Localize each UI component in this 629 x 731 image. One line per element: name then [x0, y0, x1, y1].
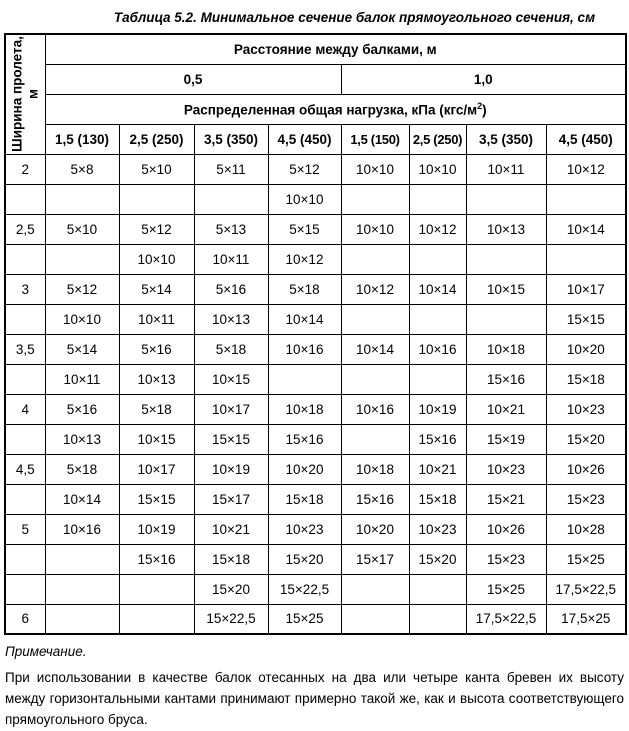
- cell: 17,5×22,5: [546, 574, 626, 604]
- cell: 10×16: [268, 334, 341, 364]
- cell: 5×12: [119, 214, 194, 244]
- cell: 15×18: [194, 544, 268, 574]
- cell: 10×19: [119, 514, 194, 544]
- cell: 10×11: [45, 364, 119, 394]
- cell: 10×14: [268, 304, 341, 334]
- cell: 10×10: [341, 154, 409, 184]
- table-row: [5, 154, 626, 184]
- table-row: [5, 274, 626, 304]
- cell: [119, 604, 194, 634]
- cell: 5×18: [268, 274, 341, 304]
- cell: 10×26: [546, 454, 626, 484]
- cell: [45, 544, 119, 574]
- cell: 15×16: [119, 544, 194, 574]
- cell: 15×20: [268, 544, 341, 574]
- cell: 10×11: [119, 304, 194, 334]
- row-label: 3,5: [5, 334, 45, 364]
- cell: 5×18: [194, 334, 268, 364]
- note-heading: Примечание.: [5, 644, 87, 660]
- cell: 10×28: [546, 514, 626, 544]
- cell: 10×16: [341, 394, 409, 424]
- cell: 10×21: [409, 454, 466, 484]
- cell: 10×14: [341, 334, 409, 364]
- cell: [45, 574, 119, 604]
- cell: 10×10: [409, 154, 466, 184]
- cell: 15×17: [341, 544, 409, 574]
- cell: 10×23: [466, 454, 546, 484]
- column-header: 4,5 (450): [268, 124, 341, 154]
- cell: 15×23: [466, 544, 546, 574]
- cell: 15×20: [409, 544, 466, 574]
- cell: 10×16: [409, 334, 466, 364]
- column-header: 1,5 (130): [45, 124, 119, 154]
- load-header-close: ): [482, 102, 487, 118]
- cell: 15×15: [119, 484, 194, 514]
- cell: 15×15: [546, 304, 626, 334]
- table-row: [5, 514, 626, 544]
- cell: 5×10: [119, 154, 194, 184]
- cell: [341, 364, 409, 394]
- cell: [409, 574, 466, 604]
- column-header: 3,5 (350): [466, 124, 546, 154]
- distance-header: Расстояние между балками, м: [45, 34, 626, 64]
- row-label: 4: [5, 394, 45, 424]
- header-row-load: [5, 94, 626, 124]
- cell: 10×12: [409, 214, 466, 244]
- span-width-axis-label: Ширина пролета, м: [9, 36, 41, 153]
- cell: 5×12: [268, 154, 341, 184]
- cell: [409, 364, 466, 394]
- row-label: 3: [5, 274, 45, 304]
- cell: 10×12: [268, 244, 341, 274]
- cell: 10×13: [45, 424, 119, 454]
- cell: 5×11: [194, 154, 268, 184]
- distance-value-05: 0,5: [45, 64, 341, 94]
- cell: [546, 244, 626, 274]
- cell: 10×20: [268, 454, 341, 484]
- cell: 10×18: [268, 394, 341, 424]
- cell: 10×15: [466, 274, 546, 304]
- cell: 15×25: [268, 604, 341, 634]
- cell: 15×19: [466, 424, 546, 454]
- note-text: При использовании в качестве балок отесанных на два или четыре канта бревен их высоту между горизонтальными кантами принимают примерно такой же, как и высота соответствующего прямоугольного бруса.: [5, 670, 624, 728]
- row-label: [5, 184, 45, 214]
- cell: [268, 364, 341, 394]
- cell: 10×20: [546, 334, 626, 364]
- cell: 15×16: [341, 484, 409, 514]
- cell: 10×19: [409, 394, 466, 424]
- table-row: [5, 544, 626, 574]
- cell: 15×18: [409, 484, 466, 514]
- row-label: 2: [5, 154, 45, 184]
- cell: 10×13: [194, 304, 268, 334]
- cell: 10×12: [546, 154, 626, 184]
- cell: 5×16: [194, 274, 268, 304]
- column-header: 2,5 (250): [409, 124, 466, 154]
- row-label: [5, 424, 45, 454]
- cell: 10×12: [341, 274, 409, 304]
- cell: 5×18: [119, 394, 194, 424]
- cell: 10×10: [268, 184, 341, 214]
- row-label: 6: [5, 604, 45, 634]
- cell: 15×20: [546, 424, 626, 454]
- cell: [119, 574, 194, 604]
- cell: 10×14: [409, 274, 466, 304]
- cell: [119, 184, 194, 214]
- cell: [194, 184, 268, 214]
- beam-section-table: [4, 33, 627, 635]
- table-row: [5, 214, 626, 244]
- cell: [341, 574, 409, 604]
- cell: 15×16: [268, 424, 341, 454]
- cell: 10×10: [45, 304, 119, 334]
- cell: 5×16: [45, 394, 119, 424]
- cell: 10×11: [466, 154, 546, 184]
- cell: [341, 304, 409, 334]
- cell: 5×8: [45, 154, 119, 184]
- cell: 5×13: [194, 214, 268, 244]
- row-label: 2,5: [5, 214, 45, 244]
- cell: 10×16: [45, 514, 119, 544]
- cell: [45, 184, 119, 214]
- cell: [341, 424, 409, 454]
- cell: 17,5×22,5: [466, 604, 546, 634]
- cell: 5×12: [45, 274, 119, 304]
- table-row: [5, 304, 626, 334]
- cell: [466, 184, 546, 214]
- cell: [409, 244, 466, 274]
- cell: [466, 244, 546, 274]
- table-row: [5, 244, 626, 274]
- table-row: [5, 454, 626, 484]
- cell: 15×16: [466, 364, 546, 394]
- cell: 10×17: [546, 274, 626, 304]
- cell: [341, 244, 409, 274]
- cell: 15×15: [194, 424, 268, 454]
- table-row: [5, 484, 626, 514]
- cell: 10×18: [466, 334, 546, 364]
- column-header: 4,5 (450): [546, 124, 626, 154]
- load-header: [45, 94, 626, 124]
- cell: 15×18: [546, 364, 626, 394]
- column-header: 1,5 (150): [341, 124, 409, 154]
- table-row: [5, 394, 626, 424]
- cell: 15×20: [194, 574, 268, 604]
- cell: 15×17: [194, 484, 268, 514]
- cell: 15×25: [546, 544, 626, 574]
- table-title: Таблица 5.2. Минимальное сечение балок прямоугольного сечения, см: [113, 10, 596, 25]
- row-label: 4,5: [5, 454, 45, 484]
- cell: 10×13: [119, 364, 194, 394]
- cell: 10×10: [341, 214, 409, 244]
- cell: 10×19: [194, 454, 268, 484]
- cell: [466, 304, 546, 334]
- cell: 5×14: [45, 334, 119, 364]
- cell: 17,5×25: [546, 604, 626, 634]
- corner-cell: [5, 34, 45, 154]
- load-header-superscript: 2: [477, 100, 483, 111]
- cell: [409, 184, 466, 214]
- cell: [546, 184, 626, 214]
- row-label: [5, 364, 45, 394]
- cell: 10×11: [194, 244, 268, 274]
- cell: 10×17: [194, 394, 268, 424]
- distance-value-10: 1,0: [341, 64, 626, 94]
- cell: 15×25: [466, 574, 546, 604]
- cell: 5×10: [45, 214, 119, 244]
- row-label: [5, 244, 45, 274]
- cell: [45, 244, 119, 274]
- cell: 10×18: [341, 454, 409, 484]
- cell: [409, 604, 466, 634]
- column-header: 3,5 (350): [194, 124, 268, 154]
- table-row: [5, 334, 626, 364]
- cell: 15×16: [409, 424, 466, 454]
- cell: [409, 304, 466, 334]
- cell: 10×21: [466, 394, 546, 424]
- cell: 10×23: [268, 514, 341, 544]
- cell: 10×17: [119, 454, 194, 484]
- table-row: [5, 604, 626, 634]
- cell: 15×21: [466, 484, 546, 514]
- table-row: [5, 424, 626, 454]
- row-label: [5, 484, 45, 514]
- cell: 10×26: [466, 514, 546, 544]
- cell: 5×18: [45, 454, 119, 484]
- table-row: [5, 364, 626, 394]
- cell: 5×16: [119, 334, 194, 364]
- row-label: [5, 544, 45, 574]
- table-row: [5, 574, 626, 604]
- cell: [341, 604, 409, 634]
- cell: [45, 604, 119, 634]
- cell: 15×22,5: [268, 574, 341, 604]
- column-header: 2,5 (250): [119, 124, 194, 154]
- cell: 10×15: [119, 424, 194, 454]
- cell: 10×20: [341, 514, 409, 544]
- load-header-text: Распределенная общая нагрузка, кПа (кгс/м: [183, 102, 478, 118]
- cell: 10×10: [119, 244, 194, 274]
- cell: 5×15: [268, 214, 341, 244]
- cell: 15×18: [268, 484, 341, 514]
- cell: 10×13: [466, 214, 546, 244]
- header-row-load-columns: [5, 124, 626, 154]
- cell: 5×14: [119, 274, 194, 304]
- cell: [341, 184, 409, 214]
- cell: 10×15: [194, 364, 268, 394]
- header-row-distance: [5, 34, 626, 64]
- row-label: [5, 304, 45, 334]
- cell: 10×21: [194, 514, 268, 544]
- header-row-distance-values: [5, 64, 626, 94]
- table-row: [5, 184, 626, 214]
- note-section: [5, 644, 624, 731]
- cell: 15×22,5: [194, 604, 268, 634]
- cell: 10×23: [409, 514, 466, 544]
- cell: 10×14: [45, 484, 119, 514]
- row-label: 5: [5, 514, 45, 544]
- row-label: [5, 574, 45, 604]
- cell: 10×23: [546, 394, 626, 424]
- cell: 15×23: [546, 484, 626, 514]
- cell: 10×14: [546, 214, 626, 244]
